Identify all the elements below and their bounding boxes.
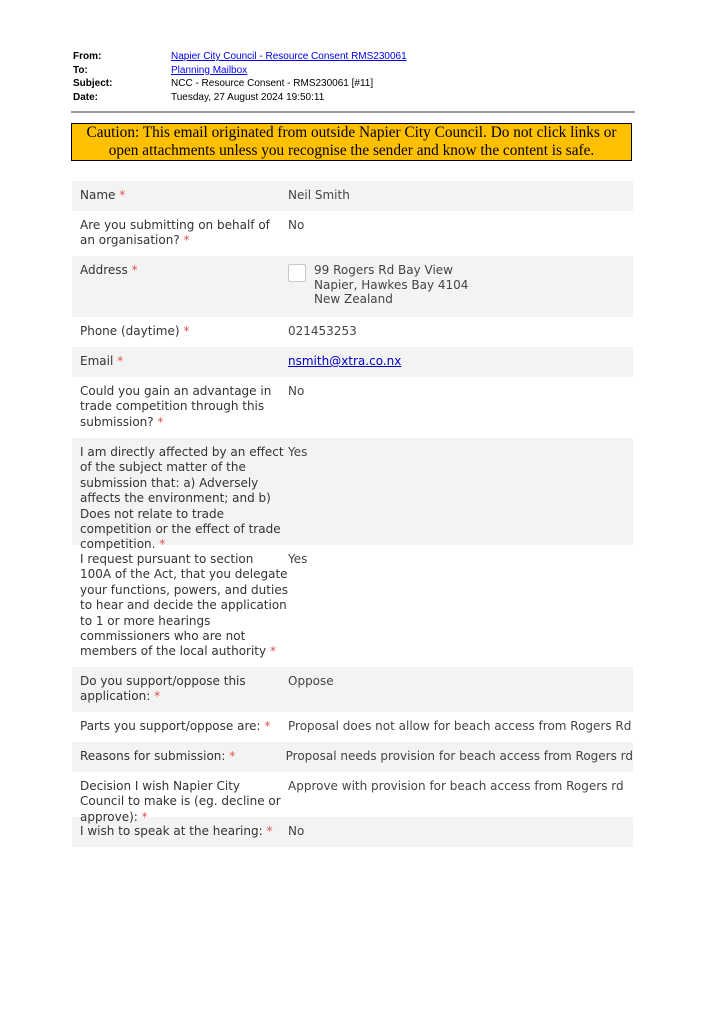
address-line-3: New Zealand — [314, 292, 393, 306]
required-marker: * — [157, 414, 164, 429]
row-directly-affected — [72, 438, 633, 552]
field-label: Are you submitting on behalf of an organisation? * — [80, 218, 270, 248]
row-delegate-request — [72, 545, 633, 667]
field-label: Do you support/oppose this application: * — [80, 674, 246, 704]
field-value: Approve with provision for beach access from Rogers rd — [288, 779, 624, 793]
row-organisation — [72, 211, 633, 256]
address-line-2: Napier, Hawkes Bay 4104 — [314, 277, 469, 292]
field-label: Could you gain an advantage in trade competition through this submission? * — [80, 384, 272, 429]
field-value: Proposal does not allow for beach access from Rogers Rd — [288, 719, 632, 733]
from-link[interactable]: Napier City Council - Resource Consent RMS230061 — [171, 51, 407, 62]
field-label: Address * — [80, 263, 138, 277]
from-label: From: — [73, 51, 102, 62]
field-value: Proposal needs provision for beach access from Rogers rd — [285, 749, 633, 763]
row-email — [72, 347, 633, 377]
row-reasons — [72, 742, 633, 772]
required-marker: * — [131, 263, 138, 277]
field-value — [288, 263, 633, 311]
field-label: Name * — [80, 188, 126, 202]
field-value: Yes — [288, 552, 308, 566]
row-trade-advantage — [72, 377, 633, 438]
field-label: Parts you support/oppose are: * — [80, 719, 271, 733]
date-row — [73, 91, 633, 105]
field-value: Neil Smith — [288, 188, 350, 202]
address-line-1: 99 Rogers Rd Bay View — [314, 263, 453, 277]
email-header — [73, 50, 633, 104]
field-value: No — [288, 218, 305, 232]
required-marker: * — [159, 537, 166, 552]
field-label: Decision I wish Napier City Council to make is (eg. decline or approve): * — [80, 779, 281, 824]
to-label: To: — [73, 64, 88, 76]
field-value: Yes — [288, 445, 308, 459]
caution-banner — [71, 123, 632, 161]
email-link[interactable]: nsmith@xtra.co.nx — [288, 354, 402, 368]
field-label: I wish to speak at the hearing: * — [80, 824, 273, 838]
row-address — [72, 256, 633, 317]
required-marker: * — [117, 354, 124, 368]
required-marker: * — [183, 324, 190, 338]
address-lines — [314, 263, 468, 307]
required-marker: * — [183, 233, 190, 248]
from-row — [73, 50, 633, 64]
field-value — [288, 354, 633, 371]
subject-label: Subject: — [73, 78, 113, 89]
to-row — [73, 64, 633, 78]
row-speak — [72, 817, 633, 847]
field-value: No — [288, 384, 305, 398]
subject-row — [73, 77, 633, 91]
map-marker-icon[interactable] — [288, 264, 306, 282]
field-label: Phone (daytime) * — [80, 324, 190, 338]
required-marker: * — [141, 809, 148, 824]
required-marker: * — [154, 689, 161, 704]
submission-form — [72, 181, 633, 847]
field-label: I request pursuant to section 100A of the Act, that you delegate your functions, powers, and duties to hear and decide the application to 1 or more hearings commissioners who are not members of the local authority * — [80, 552, 288, 659]
field-label: Email * — [80, 354, 124, 368]
caution-text: Caution: This email originated from outside Napier City Council. Do not click links or open attachments unless you recognise the sender and know the content is safe. — [86, 124, 617, 159]
date-value: Tuesday, 27 August 2024 19:50:11 — [171, 91, 325, 103]
required-marker: * — [269, 644, 276, 659]
row-support-oppose — [72, 667, 633, 712]
row-phone — [72, 317, 633, 347]
field-value: Oppose — [288, 674, 334, 688]
required-marker: * — [119, 188, 126, 202]
row-decision — [72, 772, 633, 824]
header-divider — [71, 111, 635, 113]
field-value: No — [288, 824, 305, 838]
subject-value: NCC - Resource Consent - RMS230061 [#11] — [171, 78, 374, 89]
required-marker: * — [229, 749, 236, 763]
field-label: Reasons for submission: * — [80, 749, 236, 763]
date-label: Date: — [73, 91, 99, 103]
required-marker: * — [264, 719, 271, 733]
to-link[interactable]: Planning Mailbox — [171, 64, 248, 76]
field-value: 021453253 — [288, 324, 357, 338]
field-label: I am directly affected by an effect of the subject matter of the submission that: a) Adversely affects the environment; and b) Does not relate to trade competition or the effect of trade competition. * — [80, 445, 284, 552]
row-name — [72, 181, 633, 211]
row-parts — [72, 712, 633, 742]
required-marker: * — [266, 824, 273, 838]
